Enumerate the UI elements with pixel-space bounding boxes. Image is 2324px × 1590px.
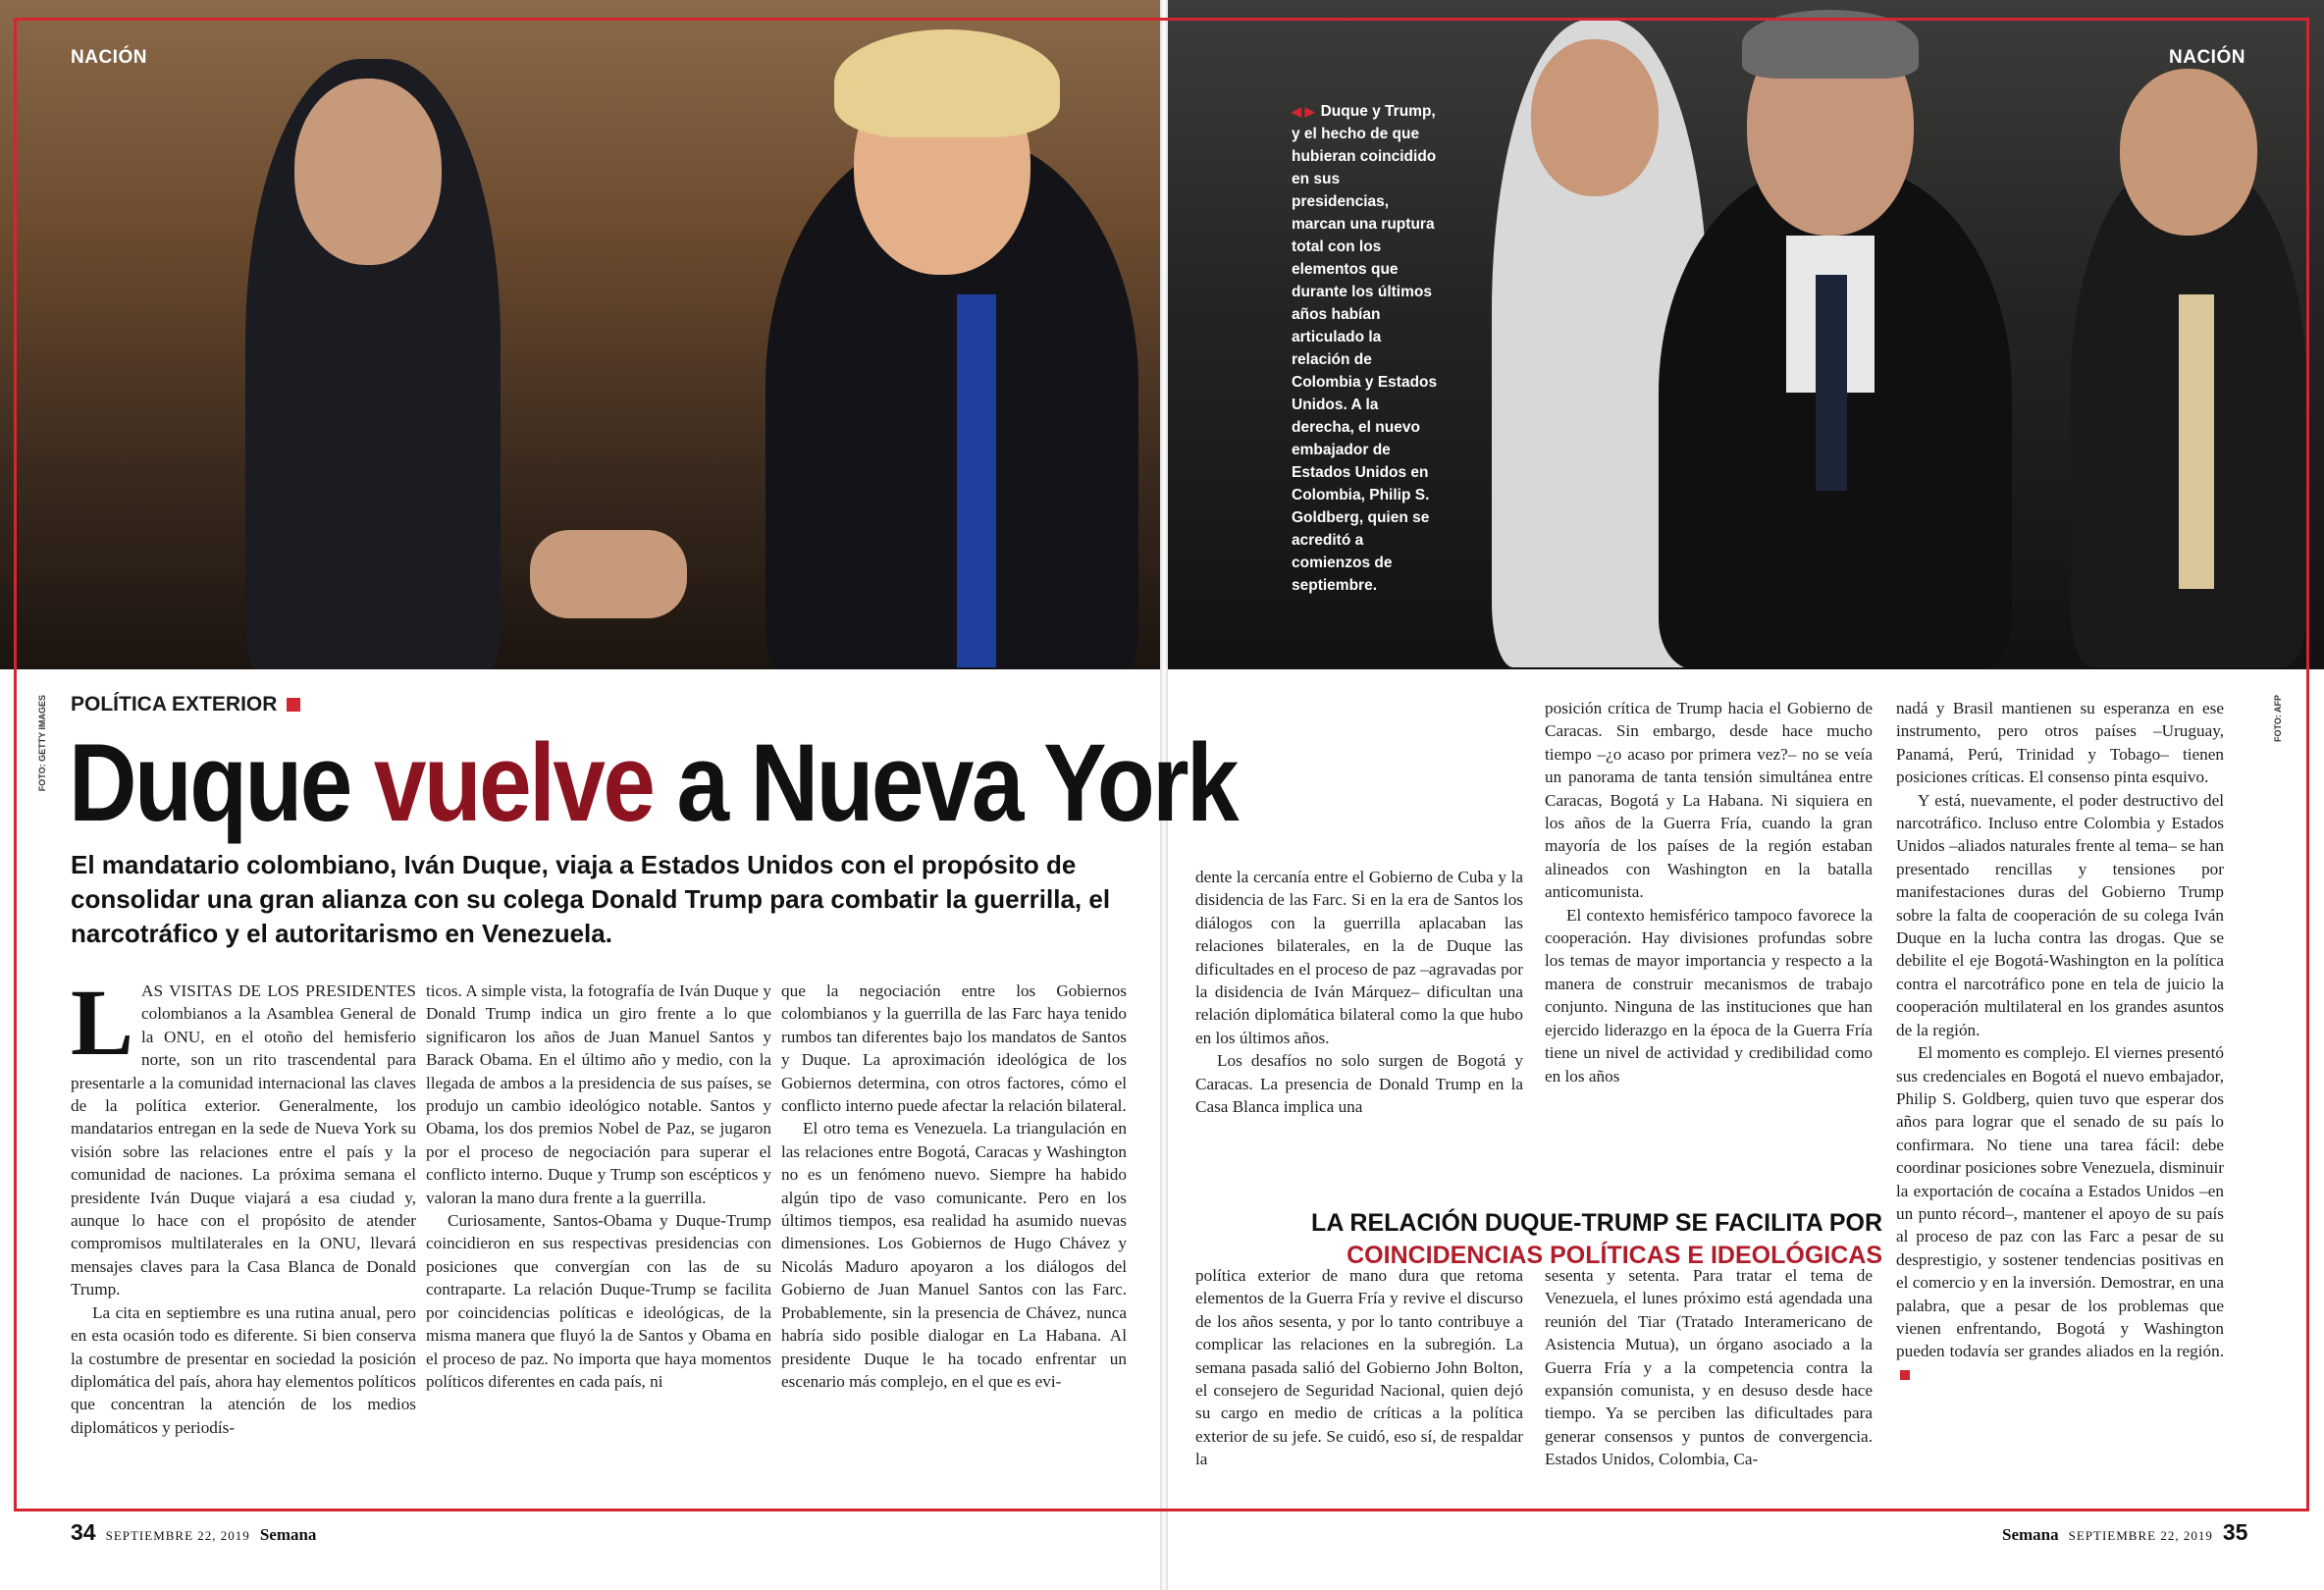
face-left [294,79,442,265]
tie-center [1816,275,1847,491]
body-column-2 [426,980,771,1393]
photo-credit-right: FOTO: AFP [2273,695,2283,742]
body-column-4-top [1195,866,1523,1118]
pull-quote-line2: COINCIDENCIAS POLÍTICAS E IDEOLÓGICAS [1347,1242,1882,1269]
col3-p1: que la negociación entre los Gobiernos colombianos y la guerrilla de las Farc haya tenido rumbos tan diferentes bajo los mandatos de Santos y Duque. La aproximación ideológica de los Gobiernos determina, con otros factores, cómo el conflicto interno puede afectar la relación bilateral. [781,981,1127,1116]
caption-text: Duque y Trump, y el hecho de que hubieran coincidido en sus presidencias, marcan una ruptura total con los elementos que durante los últimos años habían articulado la relación de Colombia y Estados Unidos. A la derecha, el nuevo embajador de Estados Unidos en Colombia, Philip S. Goldberg, quien se acreditó a comienzos de septiembre. [1292,103,1438,594]
kicker-text: POLÍTICA EXTERIOR [71,693,278,716]
col5-p2: El contexto hemisférico tampoco favorece la cooperación. Hay divisiones profundas sobre los temas de mayor importancia y respecto a la manera de construir mecanismos de trabajo conjunto. Ninguna de las instituciones que han ejercido liderazgo en la época de la Guerra Fría tiene un nivel de actividad y credibilidad como en los años [1545,905,1873,1086]
dropcap: L [71,970,134,1075]
pull-quote-line1: LA RELACIÓN DUQUE-TRUMP SE FACILITA POR [1311,1209,1882,1237]
red-square-icon [287,698,300,712]
body-column-4-bottom [1195,1264,1523,1471]
folio-magazine-left: Semana [259,1525,317,1544]
body-column-3 [781,980,1127,1393]
pull-quote [1195,1207,1882,1272]
kicker [71,693,300,716]
col5-p1: posición crítica de Trump hacia el Gobierno de Caracas. Sin embargo, desde hace mucho tiempo –¿o acaso por primera vez?– no se veía un panorama de tanta tensión simultánea entre Caracas, Bogotá y La Habana. Ni siquiera en los años de la Guerra Fría, cuando la gran mayoría de los países de la región estaban alineados con Washington en la batalla anticomunista. [1545,699,1873,902]
col2-p1: ticos. A simple vista, la fotografía de Iván Duque y Donald Trump indica un giro frente a lo que significaron los años de Juan Manuel Santos y Barack Obama. En el último año y medio, con la llegada de ambos a la presidencia de sus países, se produjo un cambio ideológico notable. Santos y Obama, los dos premios Nobel de Paz, se jugaron por el proceso de negociación para superar el conflicto interno. Duque y Trump son escépticos y valoran la mano dura frente a la guerrilla. [426,981,771,1207]
col6-p2: Y está, nuevamente, el poder destructivo del narcotráfico. Incluso entre Colombia y Estados Unidos –aliados naturales frente al tema– se han presentado rencillas y tensiones por manifestaciones duras del Gobierno Trump sobre la falta de cooperación de su colega Iván Duque en la lucha contra las drogas. Que se debilite el eje Bogotá-Washington en la política contra el narcotráfico pone en tela de juicio la cooperación multilateral en los grandes asuntos de la región. [1896,790,2224,1039]
headline-part1: Duque [69,721,374,844]
hair-right [834,29,1060,137]
col6-p3: El momento es complejo. El viernes presentó sus credenciales en Bogotá el nuevo embajador, Philip S. Goldberg, quien tuvo que esperar dos años para lograr que el senado de su país lo confirmara. No tiene una tarea fácil: debe coordinar posiciones sobre Venezuela, disminuir la exportación de cocaína a Estados Unidos –en un punto récord–, mantener el apoyo de su país al proceso de paz con las Farc a pesar de su desprestigio, y sostener tendencias positivas en el comercio y en la inversión. Demostrar, en una palabra, que a pesar de los problemas que vienen enfrentando, Bogotá y Washington pueden todavía ser grandes aliados en la región. [1896,1043,2224,1361]
body-column-1 [71,970,416,1439]
folio-right [2002,1519,2247,1546]
folio-left [71,1519,316,1546]
face-right-bg [2120,69,2257,236]
headline [69,721,1237,844]
folio-magazine-right: Semana [2002,1525,2059,1544]
col4-p2: Los desafíos no solo surgen de Bogotá y Caracas. La presencia de Donald Trump en la Casa Blanca implica una [1195,1051,1523,1117]
body-column-5-bottom [1545,1264,1873,1471]
section-tag-left: NACIÓN [71,47,147,68]
col2-p2: Curiosamente, Santos-Obama y Duque-Trump coincidieron en sus respectivas presidencias con posiciones que convergían con las de su contraparte. La relación Duque-Trump se facilita por coincidencias políticas e ideológicas, de la misma manera que fluyó la de Santos y Obama en el proceso de paz. No importa que haya momentos políticos diferentes en cada país, ni [426,1211,771,1391]
page-number-right: 35 [2222,1519,2248,1545]
body-column-6 [1896,697,2224,1386]
col5-p3: sesenta y setenta. Para tratar el tema de Venezuela, el lunes próximo está agendada una reunión del Tiar (Tratado Interamericano de Asistencia Mutua), un órgano asociado a la Guerra Fría y a la competencia contra la expansión comunista, y en desuso desde hace tiempo. Ya se perciben las dificultades para generar consensos y puntos de convergencia. Estados Unidos, Colombia, Ca- [1545,1266,1873,1469]
col1-p2: La cita en septiembre es una rutina anual, pero en esta ocasión todo es diferente. Si bien conserva la costumbre de presentar en sociedad la posición diplomática del país, ahora hay elementos políticos que concentran la atención de los medios diplomáticos y periodís- [71,1302,416,1437]
deck: El mandatario colombiano, Iván Duque, viaja a Estados Unidos con el propósito de consolidar una gran alianza con su colega Donald Trump para combatir la guerrilla, el narcotráfico y el autoritarismo en Venezuela. [71,850,1111,948]
headline-part2: a Nueva York [653,721,1237,844]
col3-p2: El otro tema es Venezuela. La triangulación en las relaciones entre Bogotá, Caracas y Washington no es un fenómeno nuevo. Siempre ha habido algún tipo de vaso comunicante. Pero en los últimos tiempos, esa realidad ha asumido nuevas dimensiones. Los Gobiernos de Hugo Chávez y Nicolás Maduro apoyaron a los diálogos del Gobierno de Juan Manuel Santos con las Farc. Probablemente, sin la presencia de Chávez, nunca habría sido posible dialogar en La Habana. Al presidente Duque le ha tocado enfrentar un escenario más complejo, en el que es evi- [781,1119,1127,1391]
folio-date-right: SEPTIEMBRE 22, 2019 [2068,1528,2213,1543]
page-number-left: 34 [71,1519,96,1545]
tie-blue [957,294,996,667]
end-mark-icon [1900,1370,1910,1380]
caption-arrows-icon: ◀ ▶ [1292,104,1315,119]
folio-date-left: SEPTIEMBRE 22, 2019 [105,1528,250,1543]
handshake [530,530,687,618]
col4-p1: dente la cercanía entre el Gobierno de Cuba y la disidencia de las Farc. Si en la era de Santos los diálogos con la guerrilla aplacaban las relaciones bilaterales, en la de Duque las dificultades en el proceso de paz –agravadas por la disidencia de Iván Márquez– dificultan una relación diplomática bilateral como la que hubo en los últimos años. [1195,868,1523,1047]
face-bg-left [1531,39,1659,196]
hair-center [1742,10,1919,79]
headline-accent: vuelve [373,721,654,844]
photo-duque-trump-handshake [0,0,1160,669]
section-tag-right: NACIÓN [2169,47,2245,68]
tie-yellow [2179,294,2214,589]
photo-caption [1292,100,1439,597]
photo-credit-left: FOTO: GETTY IMAGES [37,695,47,792]
body-column-5-top [1545,697,1873,1087]
col4-p3: política exterior de mano dura que retoma elementos de la Guerra Fría y revive el discurso de los años sesenta, y por lo tanto contribuye a complicar las relaciones en la subregión. La semana pasada salió del Gobierno John Bolton, el consejero de Seguridad Nacional, quien dejó su cargo en medio de críticas a la política exterior de su jefe. Se cuidó, eso sí, de respaldar la [1195,1266,1523,1469]
col1-p1: AS VISITAS DE LOS PRESIDENTES colombianos a la Asamblea General de la ONU, en el otoño del hemisferio norte, son un rito trascendental para presentarle a la comunidad internacional las claves de la política exterior. Generalmente, los mandatarios entregan en la sede de Nueva York su visión sobre las relaciones entre el país y la comunidad de naciones. La próxima semana el presidente Iván Duque viajará a esa ciudad y, aunque lo hace con el propósito de atender compromisos multilaterales en la ONU, llevará mensajes claves para la Casa Blanca de Donald Trump. [71,981,416,1299]
col6-p1: nadá y Brasil mantienen su esperanza en ese instrumento, pero otros países –Uruguay, Panamá, Perú, Trinidad y Tobago– tienen posiciones críticas. El consenso pinta esquivo. [1896,699,2224,787]
